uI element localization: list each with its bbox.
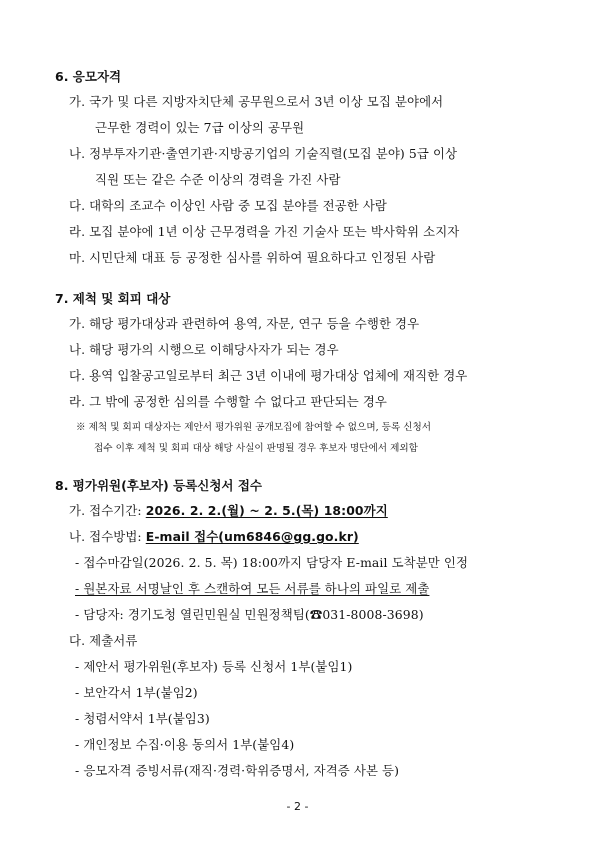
sec7-note-line1: ※ 제척 및 회피 대상자는 제안서 평가위원 공개모집에 참여할 수 없으며, 등록 신청서 — [76, 422, 432, 433]
sec8-bullet-scan: - 원본자료 서명날인 후 스캔하여 모든 서류를 하나의 파일로 제출 — [75, 581, 430, 596]
sec8-doc-5: - 응모자격 증빙서류(재직·경력·학위증명서, 자격증 사본 등) — [75, 763, 400, 778]
sec6-item-na: 나. 정부투자기관·출연기관·지방공기업의 기술직렬(모집 분야) 5급 이상 — [69, 146, 458, 161]
sec8-doc-1: - 제안서 평가위원(후보자) 등록 신청서 1부(붙임1) — [75, 659, 353, 674]
sec8-bullet-contact: - 담당자: 경기도청 열린민원실 민원정책팀(☎031-8008-3698) — [75, 607, 424, 622]
sec6-item-ma: 마. 시민단체 대표 등 공정한 심사를 위하여 필요하다고 인정된 사람 — [69, 250, 436, 265]
sec6-item-ga: 가. 국가 및 다른 지방자치단체 공무원으로서 3년 이상 모집 분야에서 — [69, 94, 444, 109]
sec7-note-line2: 접수 이후 제척 및 회피 대상 해당 사실이 판명될 경우 후보자 명단에서 제외함 — [94, 443, 418, 454]
sec8-docs-title: 다. 제출서류 — [69, 633, 138, 648]
sec7-item-ga: 가. 해당 평가대상과 관련하여 용역, 자문, 연구 등을 수행한 경우 — [69, 316, 420, 331]
sec8-bullet-deadline: - 접수마감일(2026. 2. 5. 목) 18:00까지 담당자 E-mail 도착분만 인정 — [75, 555, 469, 570]
section-7-title: 7. 제척 및 회피 대상 — [55, 291, 171, 306]
sec8-period — [69, 501, 388, 519]
sec7-item-ra: 라. 그 밖에 공정한 심의를 수행할 수 없다고 판단되는 경우 — [69, 394, 387, 409]
method-value: E-mail 접수(um6846@gg.go.kr) — [145, 529, 359, 544]
sec8-method — [69, 527, 359, 545]
sec7-item-da: 다. 용역 입찰공고일로부터 최근 3년 이내에 평가대상 업체에 재직한 경우 — [69, 368, 468, 383]
page-number: - 2 - — [286, 800, 309, 813]
section-8-title: 8. 평가위원(후보자) 등록신청서 접수 — [55, 478, 262, 493]
sec6-item-na-cont: 직원 또는 같은 수준 이상의 경력을 가진 사람 — [95, 172, 341, 187]
sec8-doc-2: - 보안각서 1부(붙임2) — [75, 685, 198, 700]
period-value: 2026. 2. 2.(월) ~ 2. 5.(목) 18:00까지 — [145, 503, 388, 518]
period-label: 가. 접수기간: — [69, 503, 146, 518]
sec8-doc-3: - 청렴서약서 1부(붙임3) — [75, 711, 210, 726]
method-label: 나. 접수방법: — [69, 529, 146, 544]
sec7-item-na: 나. 해당 평가의 시행으로 이해당사자가 되는 경우 — [69, 342, 339, 357]
sec6-item-da: 다. 대학의 조교수 이상인 사람 중 모집 분야를 전공한 사람 — [69, 198, 387, 213]
sec6-item-ra: 라. 모집 분야에 1년 이상 근무경력을 가진 기술사 또는 박사학위 소지자 — [69, 224, 460, 239]
sec8-doc-4: - 개인정보 수집·이용 동의서 1부(붙임4) — [75, 737, 295, 752]
sec6-item-ga-cont: 근무한 경력이 있는 7급 이상의 공무원 — [95, 120, 305, 135]
section-6-title: 6. 응모자격 — [55, 69, 122, 84]
